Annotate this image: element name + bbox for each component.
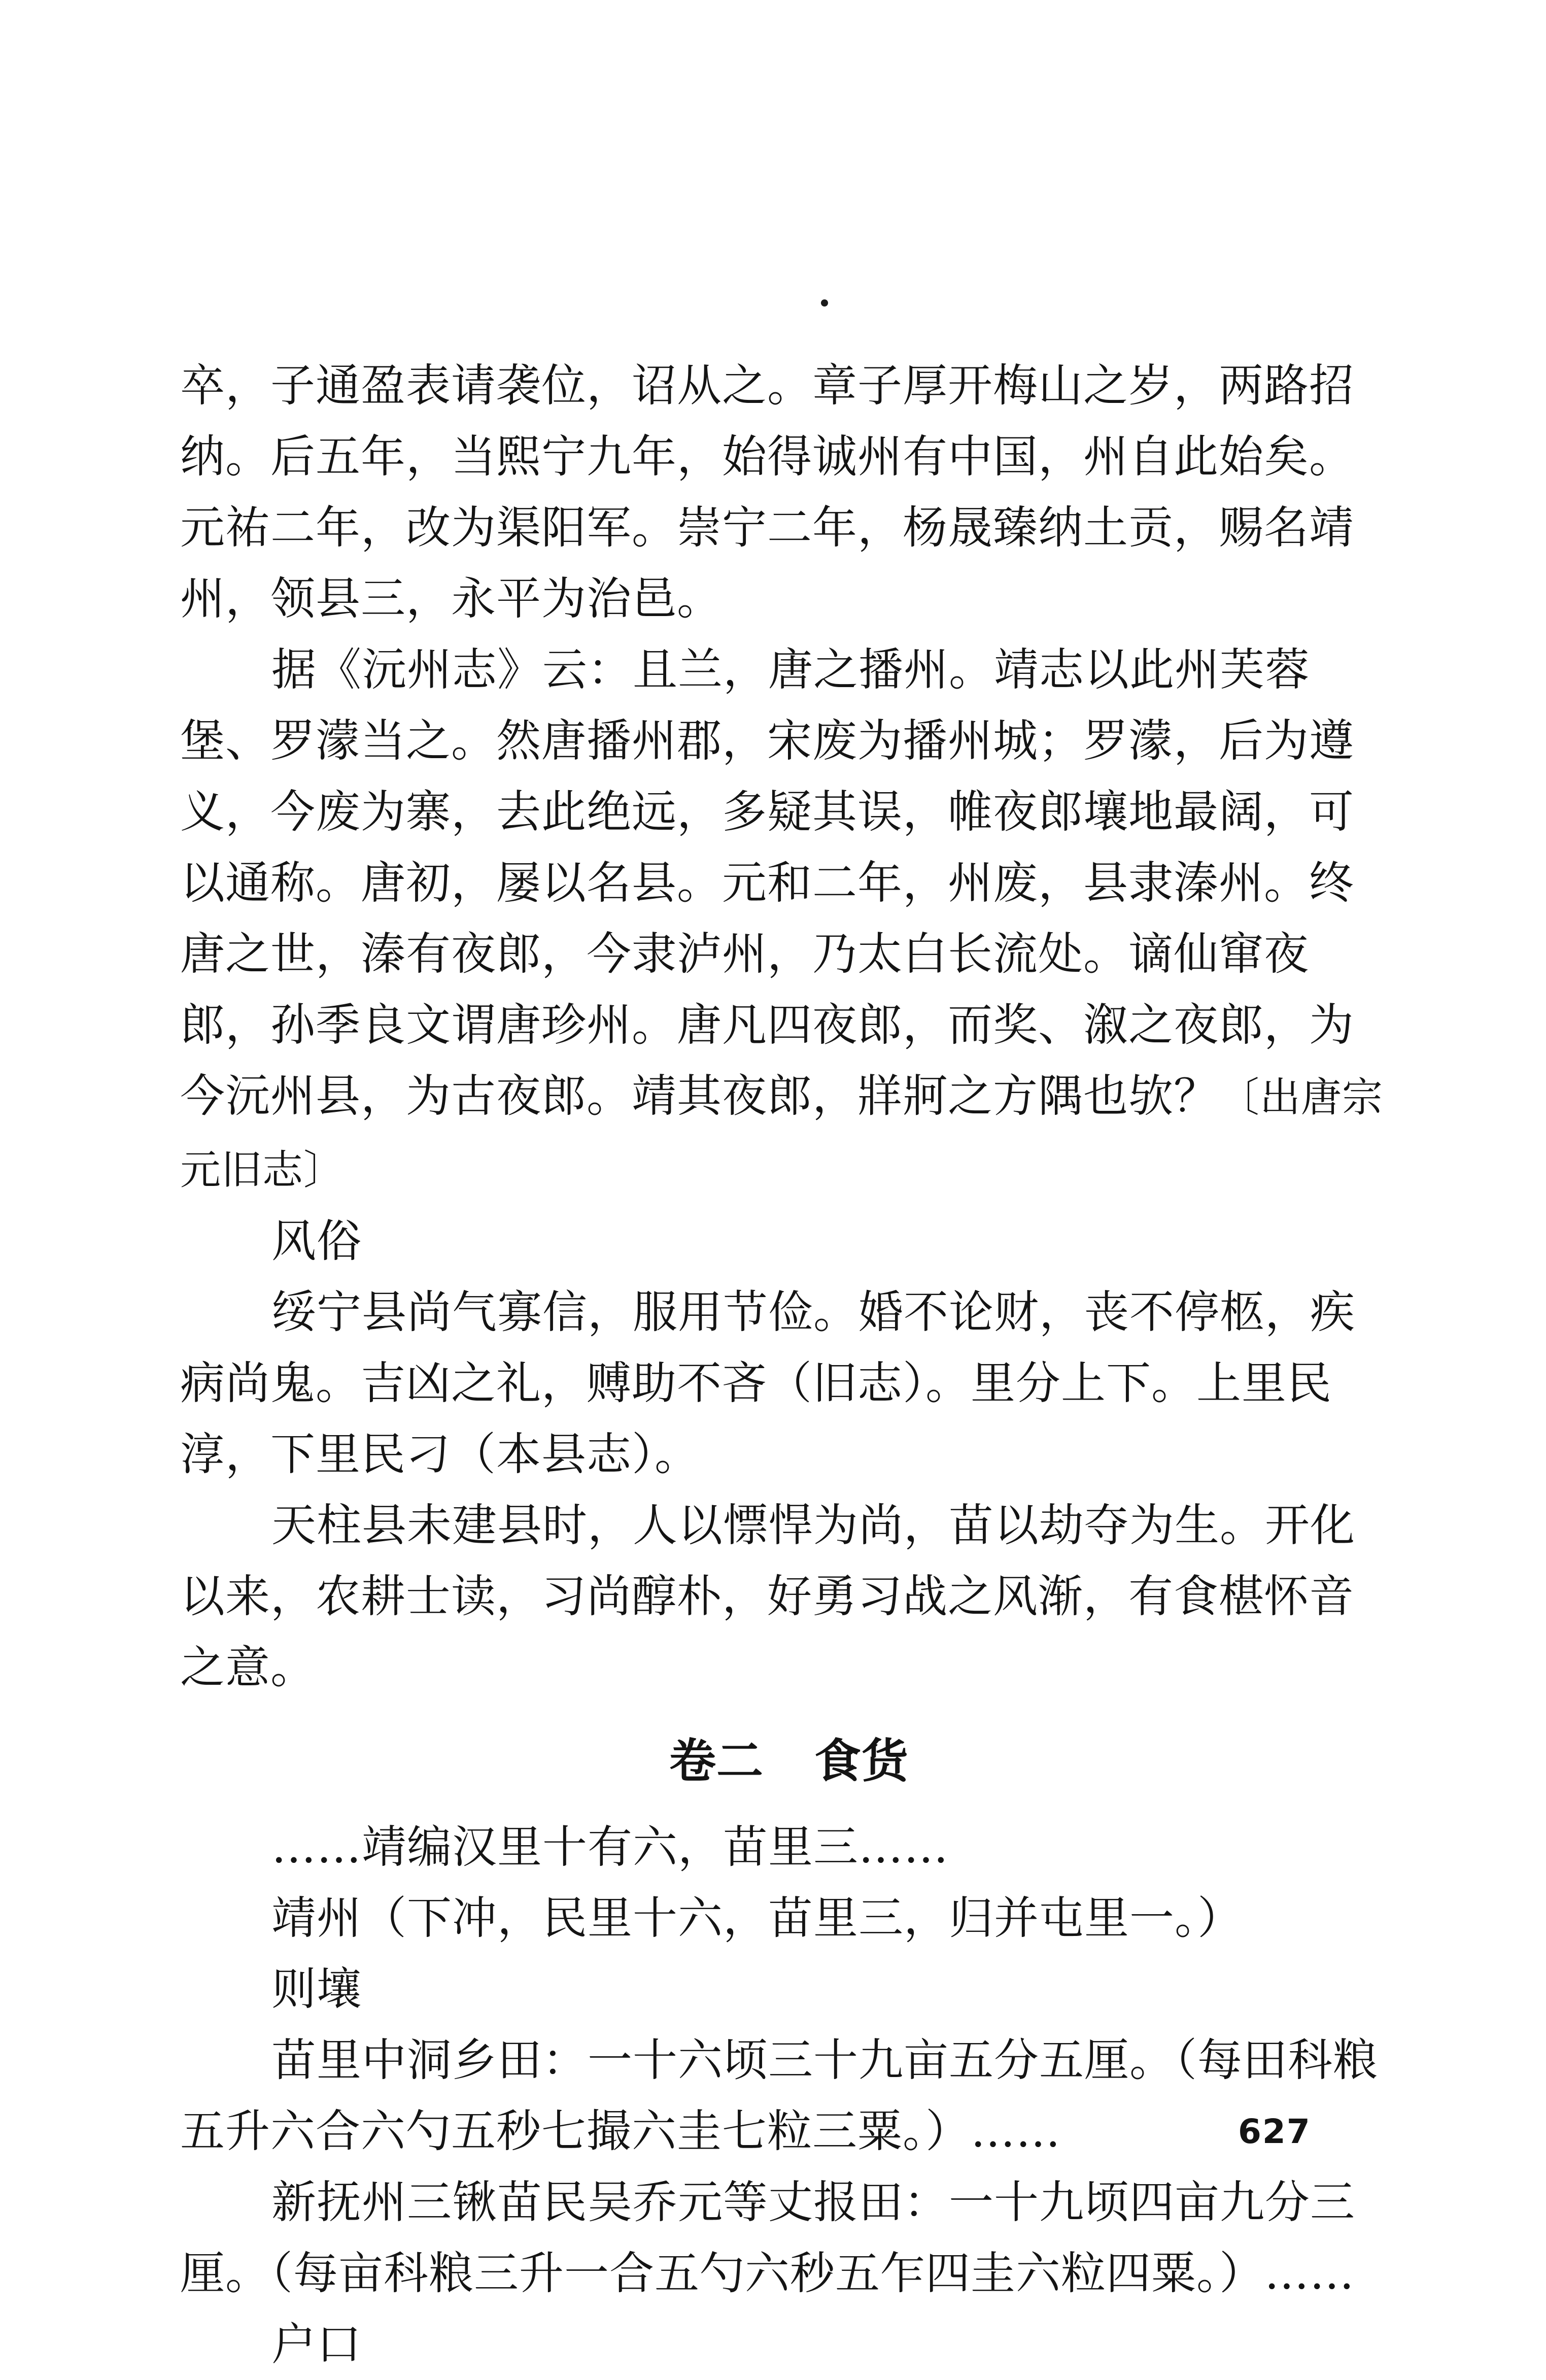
paragraph-suining: 绥宁县尚气寡信，服用节俭。婚不论财，丧不停柩，疾病尚鬼。吉凶之礼，赙助不吝（旧志）。里分上下。上里民淳，下里民刁（本县志）。: [180, 1286, 1356, 1480]
subheading-customs: 风俗: [271, 1215, 362, 1267]
body-text: [180, 350, 1398, 2380]
section-title: 食货: [814, 1733, 909, 1788]
paragraph-text: 据《沅州志》云：且兰，唐之播州。靖志以此州芙蓉堡、罗濛当之。然唐播州郡，宋废为播州城；罗濛，后为遵义，今废为寨，去此绝远，多疑其误，帷夜郎壤地最阔，可以通称。唐初，屡以名县。元和二年，州废，县隶溱州。终唐之世，溱有夜郎，今隶泸州，乃太白长流处。谪仙窜夜郎，孙季良文谓唐珍州。唐凡四夜郎，而奖、溆之夜郎，为今沅州县，为古夜郎。靖其夜郎，牂牁之方隅也欤？: [180, 643, 1355, 1122]
subheading-hukou: 户口: [271, 2318, 362, 2370]
section-volume: 卷二: [669, 1733, 764, 1788]
paragraph-jingzhou: 靖州（下冲，民里十六，苗里三，归并屯里一。）: [271, 1892, 1243, 1944]
paragraph-tianzhu: 天柱县未建县时，人以慓悍为尚，苗以劫夺为生。开化以来，农耕士读，习尚醇朴，好勇习战之风渐，有食椹怀音之意。: [180, 1499, 1356, 1693]
paragraph-continuation: 卒，子通盈表请袭位，诏从之。章子厚开梅山之岁，两路招纳。后五年，当熙宁九年，始得诚州有中国，州自此始矣。元祐二年，改为渠阳军。崇宁二年，杨晟臻纳土贡，赐名靖州，领县三，永平为治邑。: [180, 359, 1355, 625]
page-number: 627: [1238, 2112, 1311, 2151]
page-mark: [821, 299, 828, 307]
subheading-zerang: 则壤: [271, 1963, 362, 2015]
paragraph-miaoli-field: 苗里中洞乡田：一十六顷三十九亩五分五厘。（每田科粮五升六合六勺五秒七撮六圭七粒三粟。）……: [180, 2034, 1379, 2157]
source-note: 〔出唐宗元旧志〕: [180, 1074, 1384, 1194]
section-heading: [180, 1725, 1398, 1796]
paragraph-jingbian: ……靖编汉里十有六，苗里三……: [271, 1821, 949, 1873]
paragraph-yuanzhou-note: [180, 634, 1398, 1206]
paragraph-xinfu-field: 新抚州三锹苗民吴乔元等丈报田：一十九顷四亩九分三厘。（每亩科粮三升一合五勺六秒五乍四圭六粒四粟。）……: [180, 2176, 1356, 2299]
